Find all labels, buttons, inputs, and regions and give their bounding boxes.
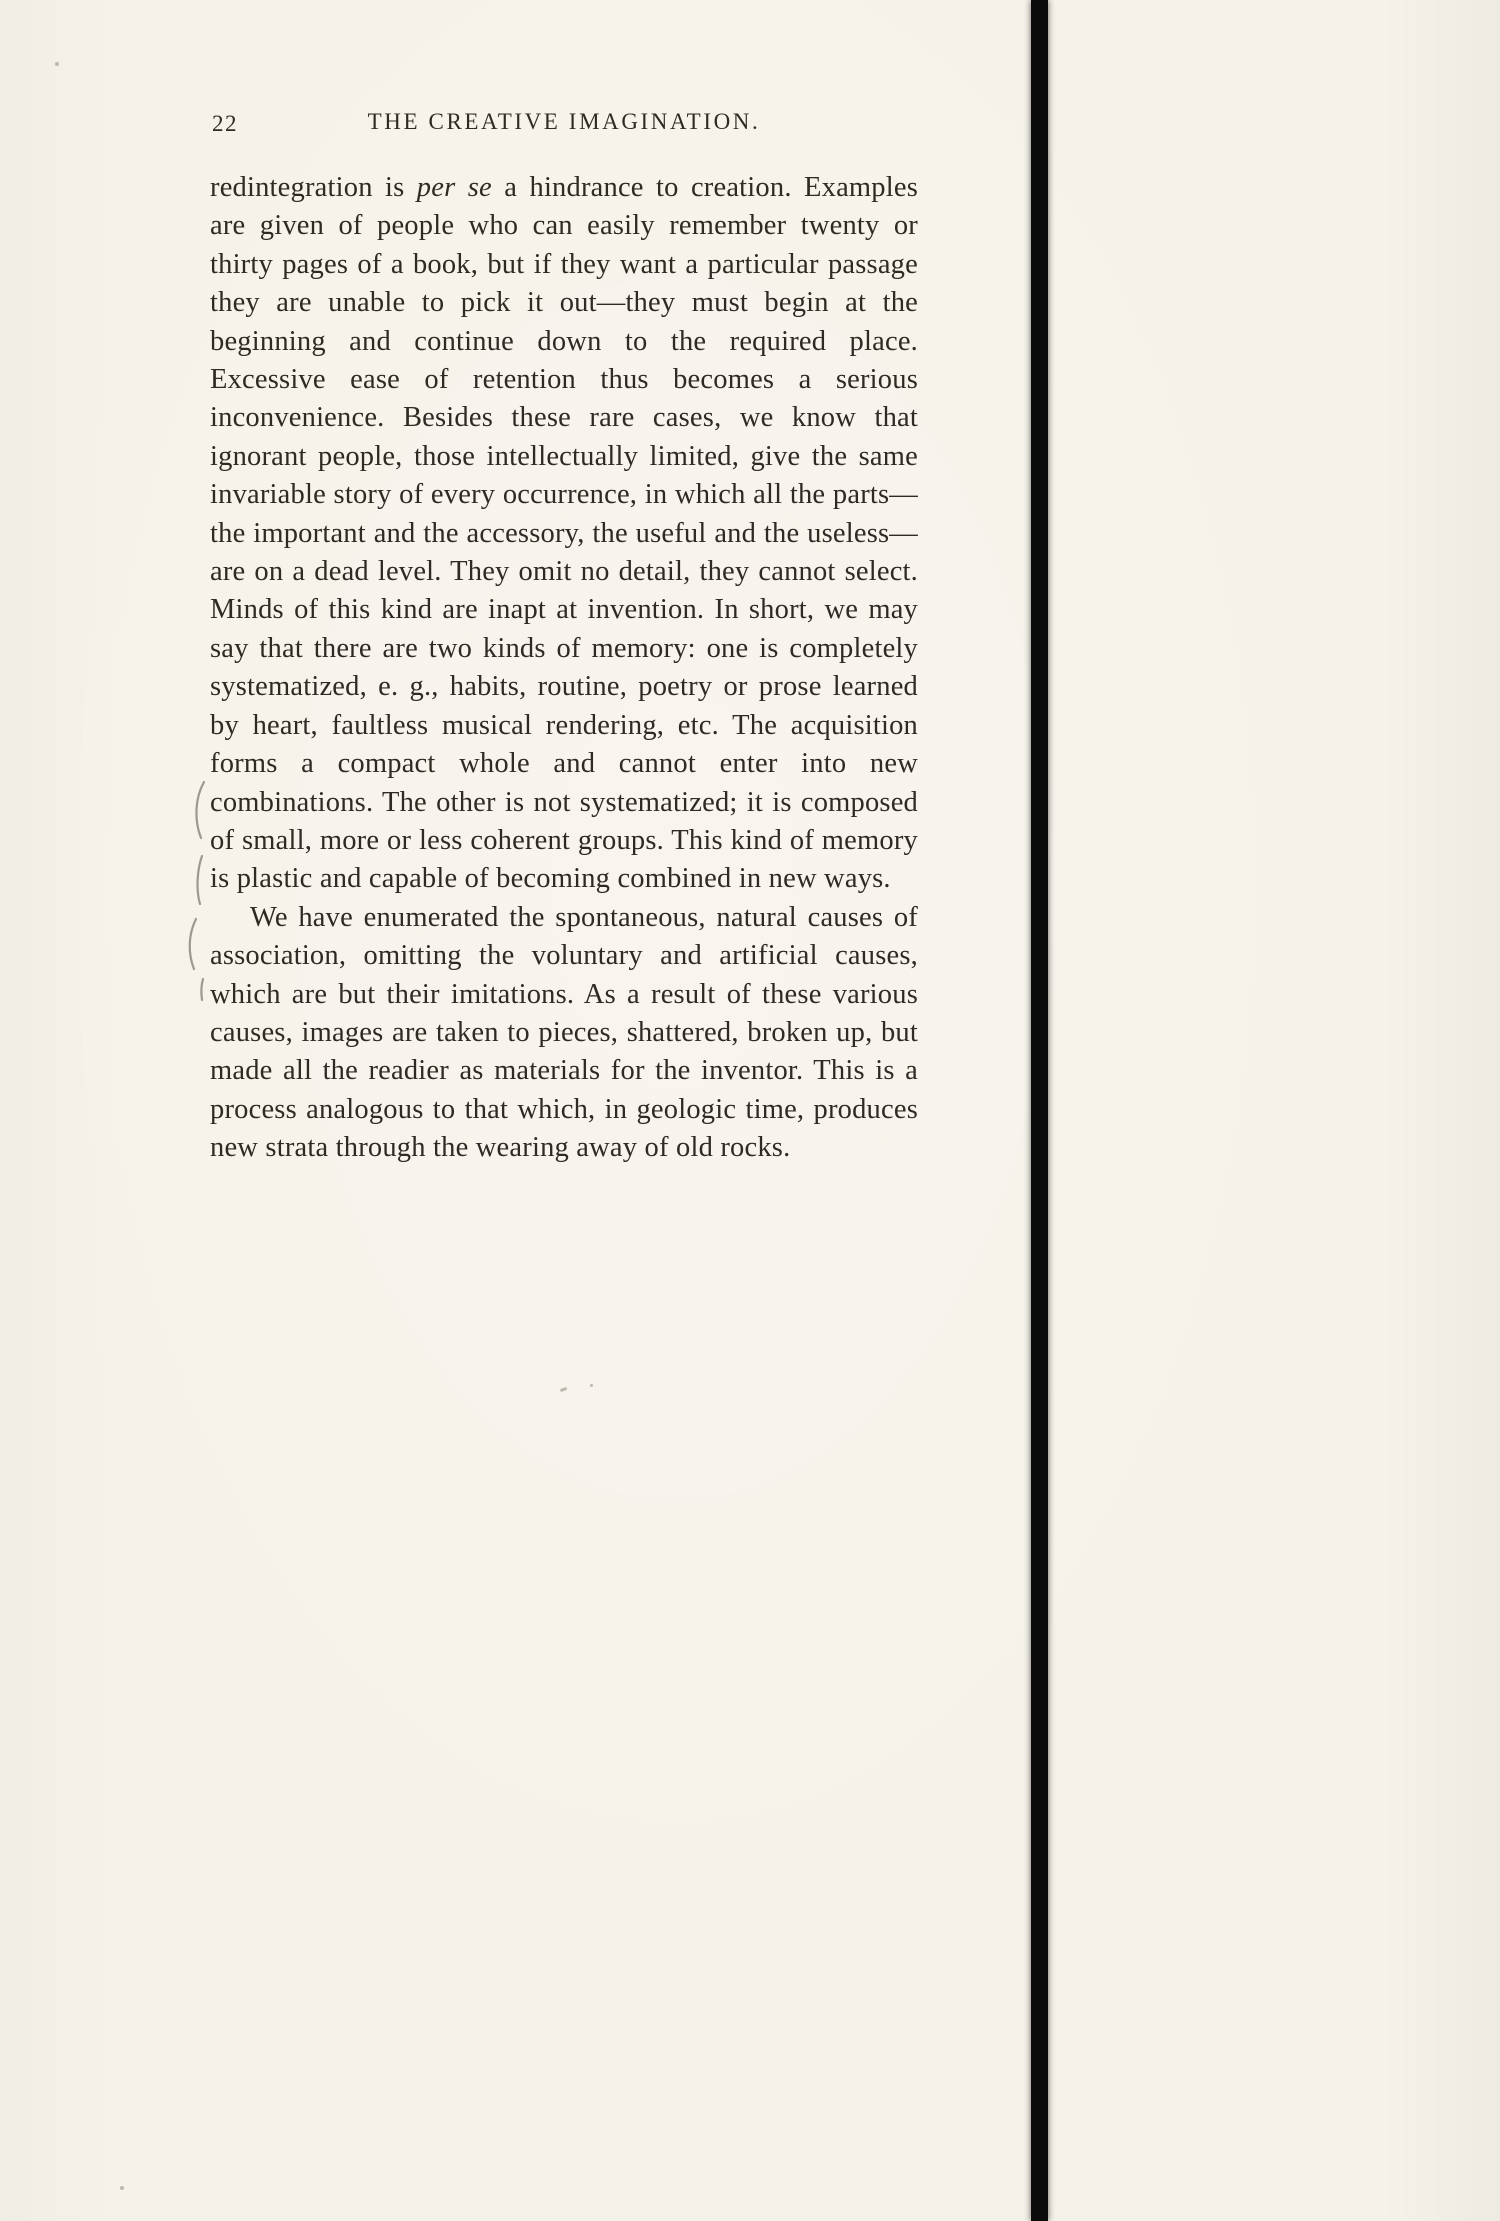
- page-number: 22: [212, 111, 238, 136]
- scan-speck: [560, 1387, 568, 1392]
- text-run: a hindrance to creation. Examples are given of people who can easily remember twenty or thirty pages of a book, but if they want a particular passage they are unable to pick it out—they must begin at the beginning and continue down to the required place. Excessive ease of retention thus becomes a serious inconvenience. Besides these rare cases, we know that ignorant people, those intellectually limited, give the same invariable story of every occurrence, in which all the parts—the important and the accessory, the useful and the useless—are on a dead level. They omit no detail, they cannot select. Minds of this kind are inapt at invention. In short, we may say that there are two kinds of memory: one is completely systematized, e. g., habits, routine, poetry or prose learned by heart, faultless musical rendering, etc. The acquisition forms a compact whole and cannot enter into new combinations. The other is not systematized; it is composed of small, more or less coherent groups. This kind of memory is plastic and capable of becoming combined in new ways.: [210, 172, 918, 895]
- page-header: [210, 106, 918, 142]
- italic-text-run: per se: [416, 172, 492, 203]
- running-title: THE CREATIVE IMAGINATION.: [367, 109, 761, 134]
- paragraph: [210, 169, 918, 899]
- text-run: We have enumerated the spontaneous, natural causes of association, omitting the voluntary and artificial causes, which are but their imitations. As a result of these various causes, images are taken to pieces, shattered, broken up, but made all the readier as materials for the inventor. This is a process analogous to that which, in geologic time, produces new strata through the wearing away of old rocks.: [210, 901, 918, 1164]
- pencil-margin-marks: [178, 772, 222, 1012]
- paragraph: [210, 899, 918, 1168]
- scan-speck: [590, 1384, 593, 1387]
- page-body: [210, 169, 918, 1168]
- scan-speck: [120, 2186, 124, 2190]
- book-gutter-shadow: [1031, 0, 1048, 2221]
- scan-speck: [55, 62, 59, 66]
- text-run: redintegration is: [210, 172, 417, 203]
